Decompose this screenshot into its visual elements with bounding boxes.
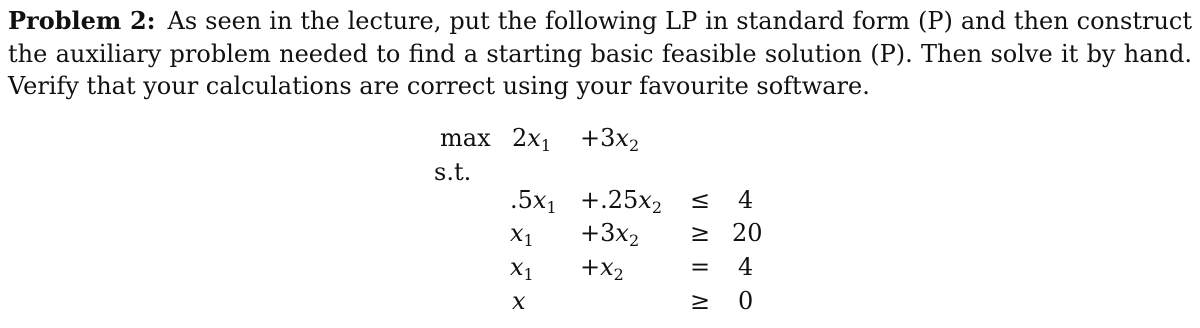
- subject-to-label: s.t.: [434, 158, 472, 186]
- nonneg-rhs: 0: [738, 287, 754, 315]
- constraint-1-term-1: $.5x_1$: [510, 186, 557, 217]
- constraint-3-rhs: 4: [738, 253, 754, 281]
- constraint-3-relation: =: [689, 253, 711, 281]
- problem-label: Problem 2:: [8, 6, 156, 35]
- constraint-1-rhs: 4: [738, 186, 754, 214]
- objective-keyword: max: [440, 124, 491, 152]
- nonneg-variable: x: [512, 287, 526, 315]
- constraint-2-term-1: $x_1$: [510, 219, 534, 250]
- constraint-1-term-2: $+.25x_2$: [580, 186, 663, 217]
- constraint-1-relation: ≤: [689, 186, 711, 214]
- constraint-3-term-2: $+x_2$: [580, 253, 624, 284]
- constraint-2-term-2: $+3x_2$: [580, 219, 640, 250]
- nonneg-relation: ≥: [689, 287, 711, 315]
- constraint-2-rhs: 20: [732, 219, 763, 247]
- objective-term-1: $2x_1$: [512, 124, 552, 155]
- constraint-2-relation: ≥: [689, 219, 711, 247]
- problem-text: As seen in the lecture, put the following LP in standard form (P) and then construct the auxiliary problem needed to find a starting basic feasible solution (P). Then solve it by hand. Verify that your calculations are correct using your favourite software.: [8, 7, 1192, 100]
- constraint-3-term-1: $x_1$: [510, 253, 534, 284]
- objective-term-2: $+3x_2$: [580, 124, 640, 155]
